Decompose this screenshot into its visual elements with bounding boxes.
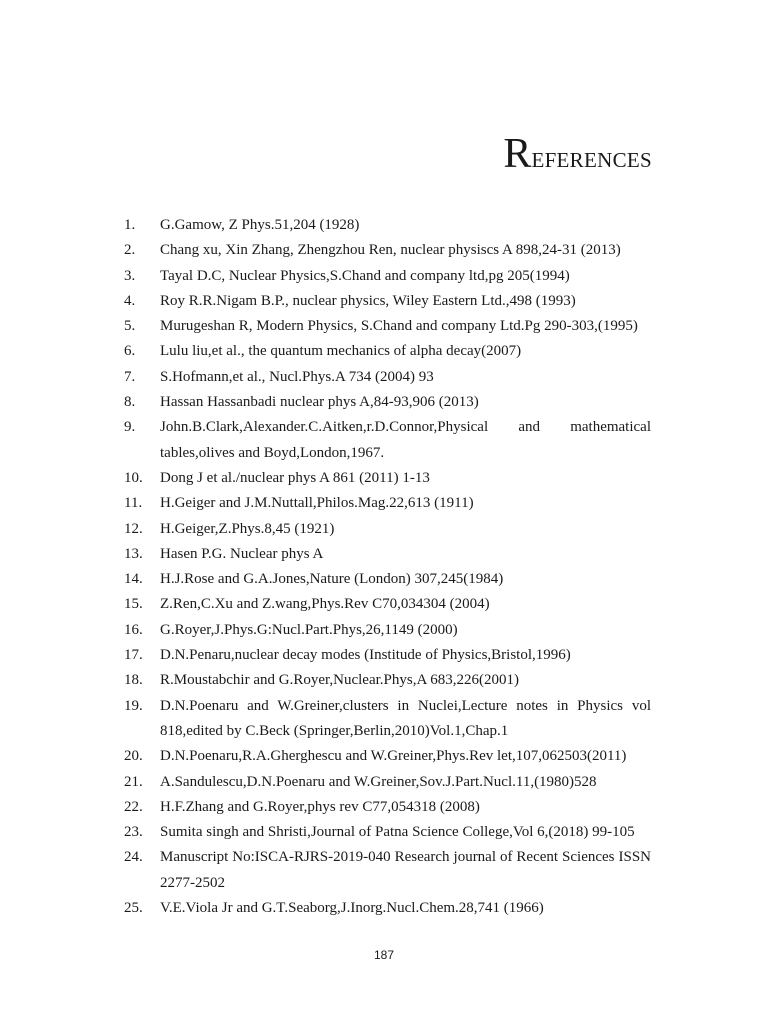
reference-number: 22. (124, 798, 143, 815)
reference-number: 24. (124, 849, 143, 866)
reference-text: H.Geiger,Z.Phys.8,45 (1921) (160, 520, 335, 537)
reference-number: 17. (124, 647, 143, 664)
reference-item (0, 795, 768, 820)
reference-number: 1. (124, 217, 136, 233)
reference-text: Hassan Hassanbadi nuclear phys A,84-93,906 (2013) (160, 394, 479, 411)
reference-item (0, 643, 768, 668)
reference-item (0, 238, 768, 263)
reference-text: D.N.Penaru,nuclear decay modes (Institude of Physics,Bristol,1996) (160, 647, 571, 664)
reference-item (0, 314, 768, 339)
reference-item (0, 592, 768, 617)
reference-item (0, 542, 768, 567)
reference-number: 8. (124, 394, 136, 411)
reference-item (0, 668, 768, 693)
reference-text: Murugeshan R, Modern Physics, S.Chand and company Ltd.Pg 290-303,(1995) (160, 318, 638, 335)
reference-number: 20. (124, 748, 143, 765)
reference-text: Z.Ren,C.Xu and Z.wang,Phys.Rev C70,034304 (2004) (160, 596, 490, 613)
reference-text: D.N.Poenaru and W.Greiner,clusters in Nuclei,Lecture notes in Physics vol 818,edited by C.Beck (Springer,Berlin,2010)Vol.1,Chap.1 (160, 697, 651, 739)
reference-text: H.J.Rose and G.A.Jones,Nature (London) 307,245(1984) (160, 571, 504, 588)
reference-item (0, 694, 768, 745)
reference-text: H.Geiger and J.M.Nuttall,Philos.Mag.22,613 (1911) (160, 495, 474, 512)
reference-number: 7. (124, 368, 136, 385)
reference-number: 13. (124, 545, 143, 562)
reference-text: A.Sandulescu,D.N.Poenaru and W.Greiner,Sov.J.Part.Nucl.11,(1980)528 (160, 773, 597, 790)
reference-text: S.Hofmann,et al., Nucl.Phys.A 734 (2004) 93 (160, 368, 434, 385)
reference-item (0, 264, 768, 289)
reference-text: Tayal D.C, Nuclear Physics,S.Chand and company ltd,pg 205(1994) (160, 267, 570, 284)
reference-text: G.Gamow, Z Phys.51,204 (1928) (160, 217, 360, 233)
reference-text: Manuscript No:ISCA-RJRS-2019-040 Research journal of Recent Sciences ISSN 2277-2502 (160, 849, 651, 891)
reference-item (0, 845, 768, 896)
reference-number: 18. (124, 672, 143, 689)
page-title (503, 133, 652, 175)
reference-text: Hasen P.G. Nuclear phys A (160, 545, 324, 562)
reference-number: 10. (124, 469, 143, 486)
reference-list (0, 213, 768, 921)
reference-item (0, 770, 768, 795)
reference-text: John.B.Clark,Alexander.C.Aitken,r.D.Connor,Physical and mathematical tables,olives and Boyd,London,1967. (160, 419, 651, 461)
reference-number: 15. (124, 596, 143, 613)
reference-number: 3. (124, 267, 136, 284)
reference-text: Sumita singh and Shristi,Journal of Patna Science College,Vol 6,(2018) 99-105 (160, 824, 635, 841)
reference-item (0, 744, 768, 769)
reference-item (0, 491, 768, 516)
reference-item (0, 517, 768, 542)
reference-text: Roy R.R.Nigam B.P., nuclear physics, Wiley Eastern Ltd.,498 (1993) (160, 292, 576, 309)
reference-number: 9. (124, 419, 136, 436)
reference-item (0, 390, 768, 415)
reference-number: 6. (124, 343, 136, 360)
reference-item (0, 415, 768, 466)
reference-number: 2. (124, 242, 136, 259)
reference-number: 5. (124, 318, 136, 335)
reference-item (0, 820, 768, 845)
reference-item (0, 213, 768, 238)
reference-text: G.Royer,J.Phys.G:Nucl.Part.Phys,26,1149 (2000) (160, 621, 458, 638)
reference-number: 23. (124, 824, 143, 841)
reference-item (0, 339, 768, 364)
reference-item (0, 365, 768, 390)
reference-text: V.E.Viola Jr and G.T.Seaborg,J.Inorg.Nucl.Chem.28,741 (1966) (160, 900, 544, 917)
reference-number: 19. (124, 697, 143, 714)
title-rest: EFERENCES (531, 148, 652, 172)
reference-text: Dong J et al./nuclear phys A 861 (2011) 1-13 (160, 469, 430, 486)
reference-text: R.Moustabchir and G.Royer,Nuclear.Phys,A 683,226(2001) (160, 672, 519, 689)
reference-item (0, 618, 768, 643)
title-initial: R (503, 131, 532, 177)
reference-item (0, 466, 768, 491)
reference-text: Chang xu, Xin Zhang, Zhengzhou Ren, nuclear physiscs A 898,24-31 (2013) (160, 242, 621, 259)
reference-text: D.N.Poenaru,R.A.Gherghescu and W.Greiner,Phys.Rev let,107,062503(2011) (160, 748, 627, 765)
reference-number: 21. (124, 773, 143, 790)
reference-number: 11. (124, 495, 143, 512)
reference-item (0, 289, 768, 314)
reference-number: 12. (124, 520, 143, 537)
reference-number: 4. (124, 292, 136, 309)
reference-item (0, 896, 768, 921)
reference-number: 16. (124, 621, 143, 638)
reference-item (0, 567, 768, 592)
page-number: 187 (373, 948, 395, 962)
reference-number: 14. (124, 571, 143, 588)
reference-text: H.F.Zhang and G.Royer,phys rev C77,054318 (2008) (160, 798, 480, 815)
reference-number: 25. (124, 900, 143, 917)
reference-text: Lulu liu,et al., the quantum mechanics of alpha decay(2007) (160, 343, 522, 360)
